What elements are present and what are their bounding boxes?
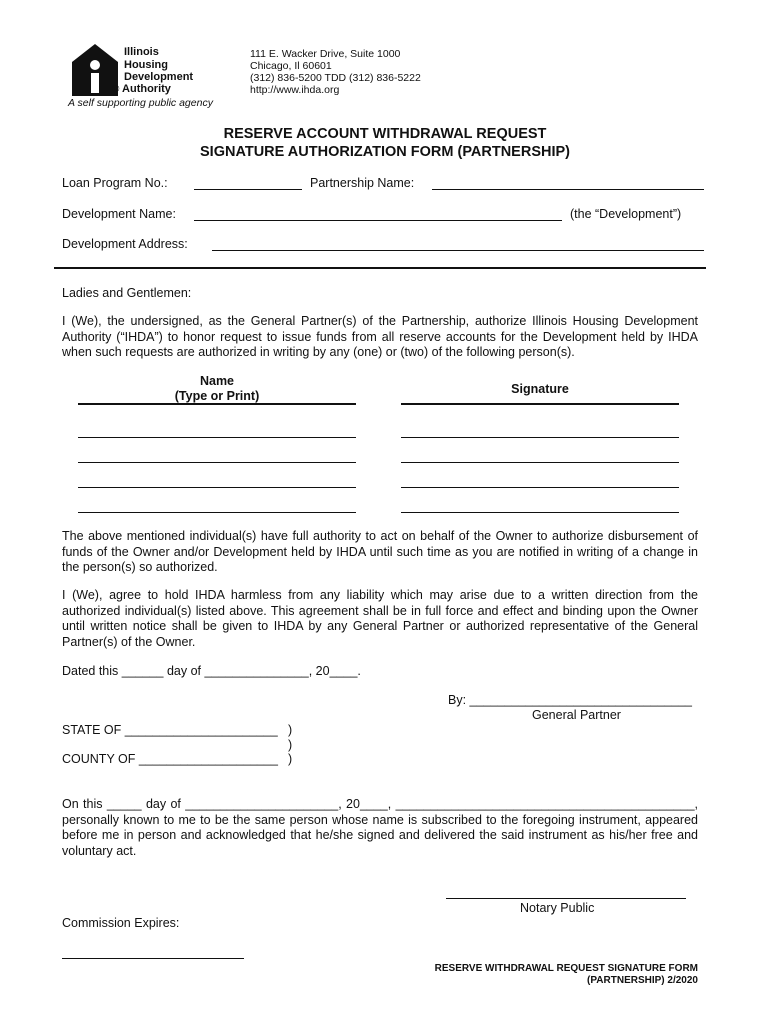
name-field-1[interactable] xyxy=(78,437,356,438)
signature-field-3[interactable] xyxy=(401,487,679,488)
commission-expires-label: Commission Expires: xyxy=(62,916,180,930)
name-header-rule xyxy=(78,403,356,405)
the-development-label: (the “Development”) xyxy=(570,207,682,221)
name-field-2[interactable] xyxy=(78,462,356,463)
authority-paragraph: The above mentioned individual(s) have full authority to act on behalf of the Owner to authorize disbursement of funds of the Owner and/or Development held by IHDA until such time as you are notified in writing of a change in the person(s) so authorized. xyxy=(62,529,698,574)
venue-bracket xyxy=(288,723,292,767)
authorization-paragraph: I (We), the undersigned, as the General Partner(s) of the Partnership, authorize Illinois Housing Development Authority (“IHDA”) to honor request to issue funds from all reserve accounts for the Development held by IHDA when such requests are authorized in writing by any (one) or (two) of the following person(s). xyxy=(62,314,698,359)
development-address-field[interactable] xyxy=(212,250,704,251)
partnership-name-field[interactable] xyxy=(432,189,704,190)
address-phone: (312) 836-5200 TDD (312) 836-5222 xyxy=(250,72,421,84)
notary-signature-field[interactable] xyxy=(446,898,686,899)
logo-tagline: A self supporting public agency xyxy=(68,97,213,109)
signature-field-2[interactable] xyxy=(401,462,679,463)
header-divider xyxy=(54,267,706,269)
county-of-line[interactable]: COUNTY OF ____________________ xyxy=(62,752,278,766)
logo-line-2: Housing xyxy=(124,58,168,71)
footer-line-2: (PARTNERSHIP) 2/2020 xyxy=(587,975,698,986)
logo-line-4: Authority xyxy=(122,83,171,95)
development-name-label: Development Name: xyxy=(62,207,176,221)
ihda-logo xyxy=(68,44,213,110)
footer-line-1: RESERVE WITHDRAWAL REQUEST SIGNATURE FORM xyxy=(434,963,698,974)
signature-field-1[interactable] xyxy=(401,437,679,438)
form-footer xyxy=(435,963,698,987)
logo-line-3: Development xyxy=(124,71,194,83)
notary-paragraph[interactable]: On this _____ day of ______________________, 20____, ___________________________________________, personally known to me to be the same person whose name is subscribed to the foregoing instrument, appeared before me in person and acknowledged that he/she signed and delivered the said instrument as his/her free and voluntary act. xyxy=(62,797,698,858)
name-column-header xyxy=(78,374,356,404)
development-address-label: Development Address: xyxy=(62,237,188,251)
state-of-line[interactable]: STATE OF ______________________ xyxy=(62,723,278,737)
name-header-line-2: (Type or Print) xyxy=(174,389,260,403)
ihda-address xyxy=(250,48,421,96)
logo-line-1: Illinois xyxy=(124,46,159,58)
dated-line[interactable]: Dated this ______ day of _______________, 20____. xyxy=(62,664,361,678)
address-web[interactable]: http://www.ihda.org xyxy=(250,84,340,96)
general-partner-label: General Partner xyxy=(532,708,621,722)
signature-field-4[interactable] xyxy=(401,512,679,513)
loan-program-field[interactable] xyxy=(194,189,302,190)
name-field-3[interactable] xyxy=(78,487,356,488)
title-line-1: RESERVE ACCOUNT WITHDRAWAL REQUEST xyxy=(223,126,547,142)
notary-public-label: Notary Public xyxy=(520,901,595,915)
registered-mark: ® xyxy=(112,84,120,95)
title-line-2: SIGNATURE AUTHORIZATION FORM (PARTNERSHIP) xyxy=(200,144,570,160)
harmless-paragraph: I (We), agree to hold IHDA harmless from any liability which may arise due to a written direction from the authorized individual(s) listed above. This agreement shall be in full force and effect and binding upon the Owner until written notice shall be given to IHDA by any General Partner or authorized representative of the General Partner(s) of the Owner. xyxy=(62,588,698,649)
signature-column-header: Signature xyxy=(511,382,569,396)
partnership-name-label: Partnership Name: xyxy=(310,176,415,190)
bracket-2: ) xyxy=(288,737,293,752)
bracket-3: ) xyxy=(288,752,293,766)
name-header-line-1: Name xyxy=(199,374,235,388)
name-field-4[interactable] xyxy=(78,512,356,513)
address-city: Chicago, Il 60601 xyxy=(250,60,332,72)
salutation: Ladies and Gentlemen: xyxy=(62,286,192,300)
form-title xyxy=(0,125,770,161)
address-street: 111 E. Wacker Drive, Suite 1000 xyxy=(250,48,401,60)
by-signature-line[interactable]: By: ________________________________ xyxy=(448,693,692,707)
development-name-field[interactable] xyxy=(194,220,562,221)
signature-header-rule xyxy=(401,403,679,405)
commission-expires-field[interactable] xyxy=(62,958,244,959)
bracket-1: ) xyxy=(288,723,293,737)
loan-program-label: Loan Program No.: xyxy=(62,176,168,190)
